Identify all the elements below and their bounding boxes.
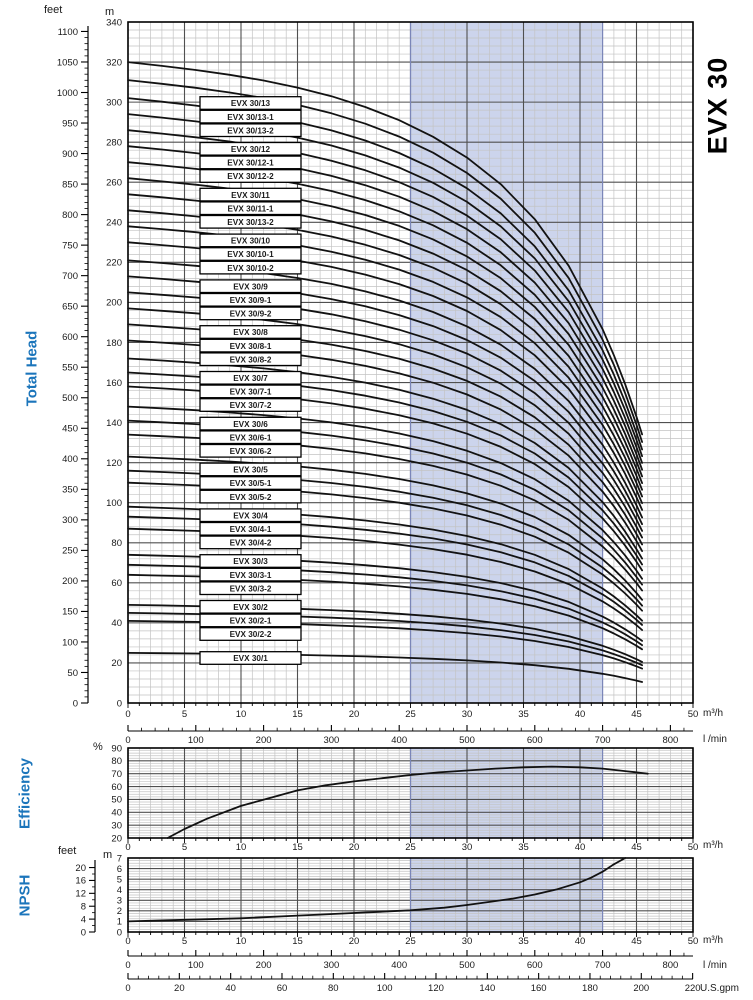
tick-label: 7 <box>116 853 122 865</box>
tick-label: EVX 30/1 <box>233 654 268 664</box>
tick-label: 4 <box>80 914 86 926</box>
tick-label: 40 <box>574 936 586 947</box>
tick-label: EVX 30/7-2 <box>229 401 272 411</box>
tick-label: 45 <box>631 709 642 720</box>
tick-label: 60 <box>111 781 122 793</box>
tick-label: 40 <box>111 618 122 630</box>
tick-label: 500 <box>459 735 475 746</box>
tick-label: 240 <box>106 217 122 229</box>
tick-label: 50 <box>687 842 699 853</box>
tick-label: 20 <box>111 658 122 670</box>
bottom-usgpm-unit: U.S.gpm <box>700 983 739 994</box>
tick-label: 20 <box>75 862 86 874</box>
tick-label: 30 <box>461 709 473 720</box>
tick-label: 450 <box>62 423 78 435</box>
tick-label: 5 <box>116 874 122 886</box>
tick-label: 550 <box>62 362 78 374</box>
tick-label: 10 <box>235 842 247 853</box>
page-title: EVX 30 <box>702 56 733 155</box>
tick-label: EVX 30/8-2 <box>229 355 272 365</box>
tick-label: 220 <box>684 983 701 994</box>
tick-label: 950 <box>62 118 78 130</box>
tick-label: 900 <box>62 148 78 160</box>
tick-label: 80 <box>328 983 339 994</box>
bottom-lmin-unit: l /min <box>703 960 727 971</box>
efficiency-axis-label: Efficiency <box>16 758 34 829</box>
tick-label: 60 <box>111 578 122 590</box>
npsh-m-axis-header: m <box>103 849 113 861</box>
tick-label: EVX 30/9 <box>233 282 268 292</box>
tick-label: 0 <box>125 842 131 853</box>
tick-label: 15 <box>292 842 303 853</box>
tick-label: 350 <box>62 484 78 496</box>
tick-label: EVX 30/5-1 <box>229 479 272 489</box>
tick-label: EVX 30/6-2 <box>229 447 272 456</box>
tick-label: 15 <box>292 936 303 947</box>
tick-label: 3 <box>116 895 122 907</box>
tick-label: 600 <box>526 735 543 746</box>
tick-label: EVX 30/12-1 <box>227 158 274 168</box>
tick-label: 1000 <box>56 87 78 99</box>
tick-label: 100 <box>62 637 78 649</box>
tick-label: EVX 30/2-2 <box>229 630 272 640</box>
tick-label: EVX 30/10-1 <box>227 250 274 260</box>
tick-label: 500 <box>459 960 475 971</box>
tick-label: EVX 30/13-2 <box>227 126 274 136</box>
tick-label: 600 <box>62 332 78 344</box>
tick-label: 5 <box>181 936 188 947</box>
tick-label: 50 <box>687 936 699 947</box>
tick-label: 80 <box>111 756 122 768</box>
tick-label: EVX 30/13 <box>230 99 271 109</box>
tick-label: 0 <box>125 960 131 971</box>
tick-label: 40 <box>574 709 586 720</box>
tick-label: 40 <box>111 807 122 819</box>
tick-label: 200 <box>255 735 272 746</box>
tick-label: 260 <box>106 177 122 189</box>
total-head-axis-label: Total Head <box>23 330 41 407</box>
tick-label: 8 <box>80 901 86 913</box>
tick-label: 12 <box>75 888 86 900</box>
main-lmin-unit: l /min <box>703 734 727 745</box>
efficiency-m3h-unit: m³/h <box>703 840 723 851</box>
tick-label: 50 <box>111 794 122 806</box>
tick-label: 70 <box>111 769 122 781</box>
tick-label: 280 <box>106 137 122 149</box>
tick-label: EVX 30/4-1 <box>229 525 272 534</box>
tick-label: 0 <box>72 698 78 710</box>
tick-label: EVX 30/7 <box>233 374 268 383</box>
tick-label: 30 <box>461 936 473 947</box>
tick-label: EVX 30/9-2 <box>229 309 272 319</box>
tick-label: 150 <box>62 606 78 618</box>
tick-label: EVX 30/9-1 <box>229 296 272 305</box>
tick-label: 160 <box>530 983 547 994</box>
tick-label: 100 <box>187 960 204 971</box>
tick-label: 100 <box>187 735 204 746</box>
tick-label: 600 <box>526 960 543 971</box>
tick-label: 200 <box>62 576 78 588</box>
tick-label: 2 <box>116 906 122 918</box>
tick-label: EVX 30/11 <box>231 190 270 200</box>
tick-label: 0 <box>125 936 131 947</box>
tick-label: 20 <box>111 833 122 845</box>
tick-label: 6 <box>116 863 122 875</box>
tick-label: 0 <box>116 927 122 939</box>
main-m3h-unit: m³/h <box>703 708 723 719</box>
tick-label: 0 <box>125 735 131 746</box>
tick-label: 160 <box>106 377 122 389</box>
npsh-axis-label: NPSH <box>16 874 34 917</box>
tick-label: 300 <box>62 515 78 527</box>
tick-label: 1100 <box>57 26 78 38</box>
npsh-feet-axis-header: feet <box>58 845 77 857</box>
tick-label: 10 <box>235 936 247 947</box>
tick-label: 80 <box>111 538 122 550</box>
tick-label: EVX 30/11-1 <box>227 204 274 214</box>
tick-label: 400 <box>391 735 408 746</box>
tick-label: 1050 <box>56 57 78 69</box>
tick-label: 60 <box>276 983 288 994</box>
tick-label: 220 <box>106 257 122 269</box>
tick-label: 140 <box>106 417 122 429</box>
tick-label: EVX 30/4-2 <box>229 538 272 548</box>
tick-label: 25 <box>405 936 416 947</box>
tick-label: 40 <box>225 983 236 994</box>
tick-label: EVX 30/2 <box>233 603 268 612</box>
tick-label: 700 <box>62 270 78 282</box>
efficiency-percent-header: % <box>93 741 103 753</box>
tick-label: 700 <box>594 735 611 746</box>
tick-label: 35 <box>518 842 529 853</box>
main-feet-axis-header: feet <box>44 4 63 16</box>
tick-label: 35 <box>518 709 529 720</box>
tick-label: EVX 30/6 <box>233 419 268 429</box>
tick-label: EVX 30/3-2 <box>229 584 272 594</box>
tick-label: 750 <box>62 240 78 252</box>
tick-label: EVX 30/13-1 <box>227 112 274 122</box>
tick-label: 25 <box>405 842 416 853</box>
tick-label: 30 <box>461 842 473 853</box>
tick-label: 45 <box>631 842 642 853</box>
tick-label: EVX 30/4 <box>233 511 268 521</box>
tick-label: EVX 30/8-1 <box>229 341 272 351</box>
tick-label: 100 <box>106 498 122 510</box>
tick-label: 5 <box>181 709 188 720</box>
tick-label: 40 <box>574 842 586 853</box>
tick-label: EVX 30/12 <box>230 145 271 154</box>
tick-label: EVX 30/12-2 <box>227 172 274 182</box>
tick-label: 200 <box>633 983 650 994</box>
tick-label: 45 <box>631 936 642 947</box>
tick-label: 30 <box>111 820 122 832</box>
tick-label: 300 <box>106 97 122 109</box>
tick-label: 400 <box>391 960 408 971</box>
tick-label: 120 <box>106 457 122 469</box>
tick-label: EVX 30/3-1 <box>229 570 272 580</box>
tick-label: EVX 30/5 <box>233 465 268 475</box>
tick-label: 200 <box>255 960 272 971</box>
tick-label: 100 <box>376 983 393 994</box>
tick-label: 300 <box>323 960 340 971</box>
tick-label: 850 <box>62 179 78 191</box>
tick-label: 500 <box>62 393 78 405</box>
tick-label: 120 <box>428 983 444 994</box>
tick-label: 300 <box>323 735 340 746</box>
tick-label: 1 <box>116 916 122 928</box>
tick-label: 180 <box>106 337 122 349</box>
tick-label: 250 <box>62 545 78 557</box>
tick-label: EVX 30/2-1 <box>229 616 272 626</box>
tick-label: 200 <box>106 297 122 309</box>
tick-label: 800 <box>662 960 679 971</box>
tick-label: 25 <box>405 709 416 720</box>
tick-label: 50 <box>67 667 78 679</box>
tick-label: 20 <box>348 709 360 720</box>
tick-label: 140 <box>479 983 496 994</box>
tick-label: 90 <box>111 743 122 755</box>
tick-label: 0 <box>125 709 131 720</box>
tick-label: 20 <box>348 842 360 853</box>
tick-label: 10 <box>235 709 247 720</box>
tick-label: 20 <box>348 936 360 947</box>
tick-label: EVX 30/13-2 <box>227 218 274 227</box>
tick-label: EVX 30/5-2 <box>229 492 272 502</box>
tick-label: 340 <box>106 17 122 29</box>
tick-label: 800 <box>662 735 679 746</box>
tick-label: 320 <box>106 57 122 69</box>
tick-label: 16 <box>75 875 86 887</box>
npsh-m3h-unit: m³/h <box>703 935 723 946</box>
tick-label: EVX 30/3 <box>233 557 268 567</box>
tick-label: EVX 30/7-1 <box>229 387 272 397</box>
tick-label: 35 <box>518 936 529 947</box>
tick-label: 5 <box>181 842 188 853</box>
tick-label: 4 <box>116 885 122 897</box>
tick-label: 650 <box>62 301 78 313</box>
tick-label: EVX 30/10-2 <box>227 263 274 273</box>
tick-label: EVX 30/6-1 <box>229 433 272 443</box>
tick-label: 800 <box>62 209 78 221</box>
tick-label: 50 <box>687 709 699 720</box>
tick-label: 20 <box>174 983 185 994</box>
tick-label: EVX 30/8 <box>233 328 268 338</box>
tick-label: 0 <box>80 927 86 939</box>
tick-label: 0 <box>125 983 131 994</box>
tick-label: 700 <box>594 960 611 971</box>
tick-label: 180 <box>582 983 598 994</box>
main-m-axis-header: m <box>105 6 115 18</box>
tick-label: 15 <box>292 709 303 720</box>
tick-label: 400 <box>62 454 78 466</box>
tick-label: EVX 30/10 <box>230 236 271 246</box>
tick-label: 0 <box>116 698 122 710</box>
